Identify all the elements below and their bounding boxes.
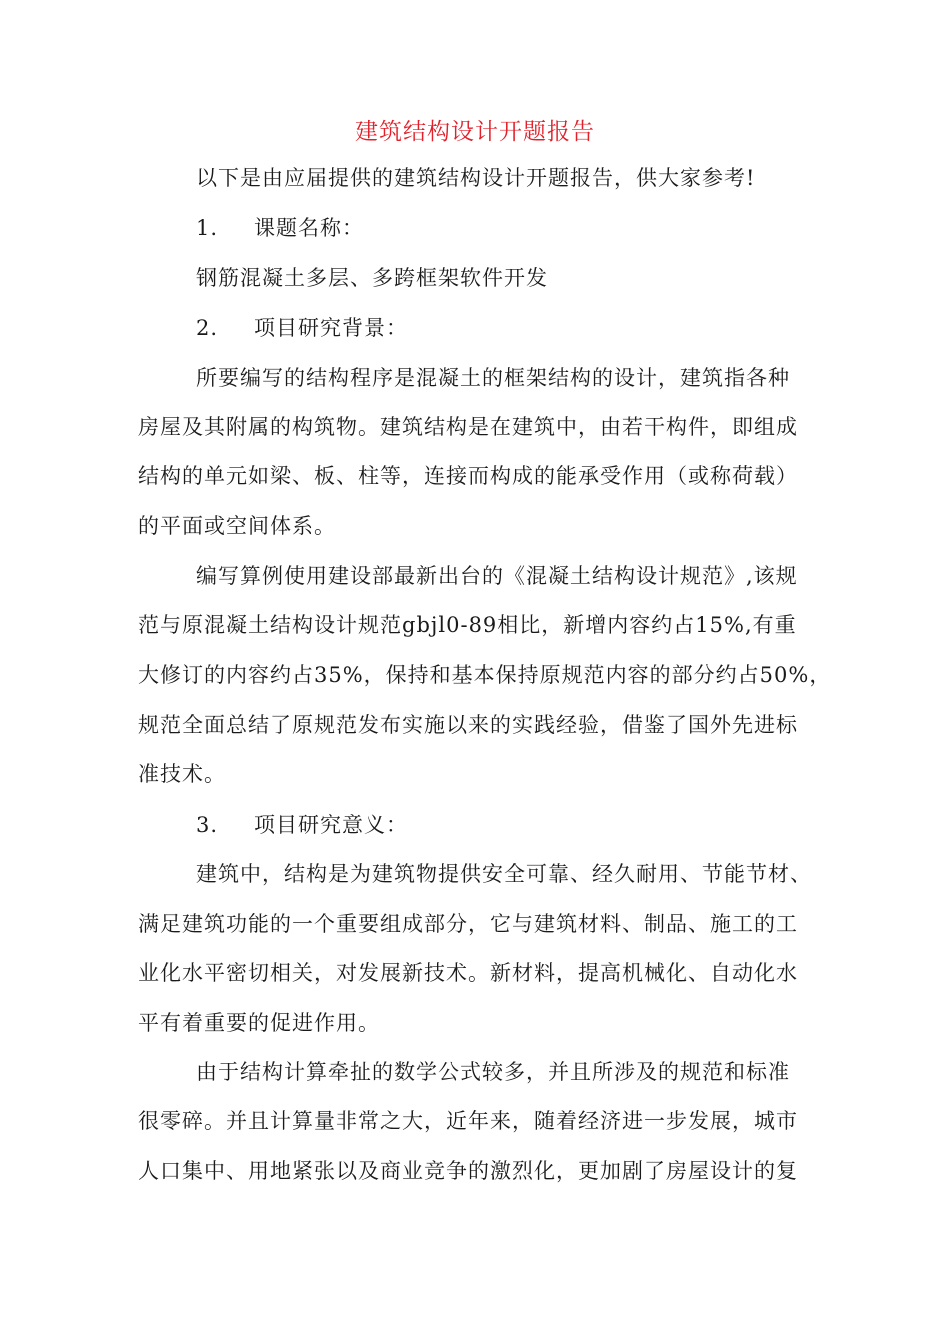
section-2-paragraph-1-line: 所要编写的结构程序是混凝土的框架结构的设计，建筑指各种	[196, 366, 790, 390]
section-2-paragraph-2-line: 大修订的内容约占35%，保持和基本保持原规范内容的部分约占50%，	[138, 663, 832, 687]
section-3-paragraph-1-line: 业化水平密切相关，对发展新技术。新材料，提高机械化、自动化水	[138, 961, 798, 985]
section-3-title: 项目研究意义：	[254, 813, 408, 837]
section-3-paragraph-2-line: 人口集中、用地紧张以及商业竞争的激烈化，更加剧了房屋设计的复	[138, 1159, 798, 1183]
section-3-paragraph-2-line: 由于结构计算牵扯的数学公式较多，并且所涉及的规范和标准	[196, 1060, 790, 1084]
section-3-paragraph-2-line: 很零碎。并且计算量非常之大，近年来，随着经济进一步发展，城市	[138, 1109, 798, 1133]
section-2-paragraph-1-line: 房屋及其附属的构筑物。建筑结构是在建筑中，由若干构件，即组成	[138, 415, 798, 439]
section-2-paragraph-1-line: 的平面或空间体系。	[138, 514, 336, 538]
section-1-number: 1.	[196, 216, 219, 240]
section-2-paragraph-2-line: 规范全面总结了原规范发布实施以来的实践经验，借鉴了国外先进标	[138, 713, 798, 737]
section-1-title: 课题名称：	[254, 216, 364, 240]
section-3-paragraph-1-line: 平有着重要的促进作用。	[138, 1011, 380, 1035]
section-2-paragraph-2-line: 范与原混凝土结构设计规范gbjl0-89相比，新增内容约占15%,有重	[138, 613, 797, 637]
section-1-content: 钢筋混凝土多层、多跨框架软件开发	[196, 266, 548, 290]
section-2-title: 项目研究背景：	[254, 316, 408, 340]
section-3-number: 3.	[196, 813, 219, 837]
section-2-paragraph-2-line: 准技术。	[138, 762, 226, 786]
section-2-number: 2.	[196, 316, 219, 340]
intro-text: 以下是由应届提供的建筑结构设计开题报告，供大家参考!	[196, 166, 756, 190]
section-3-paragraph-1-line: 建筑中，结构是为建筑物提供安全可靠、经久耐用、节能节材、	[196, 862, 812, 886]
section-3-heading	[138, 809, 876, 841]
section-1-heading	[138, 212, 876, 244]
section-2-heading	[138, 312, 876, 344]
document-title: 建筑结构设计开题报告	[355, 119, 595, 145]
section-2-paragraph-2-line: 编写算例使用建设部最新出台的《混凝土结构设计规范》,该规	[196, 564, 798, 588]
section-3-paragraph-1-line: 满足建筑功能的一个重要组成部分，它与建筑材料、制品、施工的工	[138, 912, 798, 936]
section-2-paragraph-1-line: 结构的单元如梁、板、柱等，连接而构成的能承受作用（或称荷载）	[138, 464, 798, 488]
